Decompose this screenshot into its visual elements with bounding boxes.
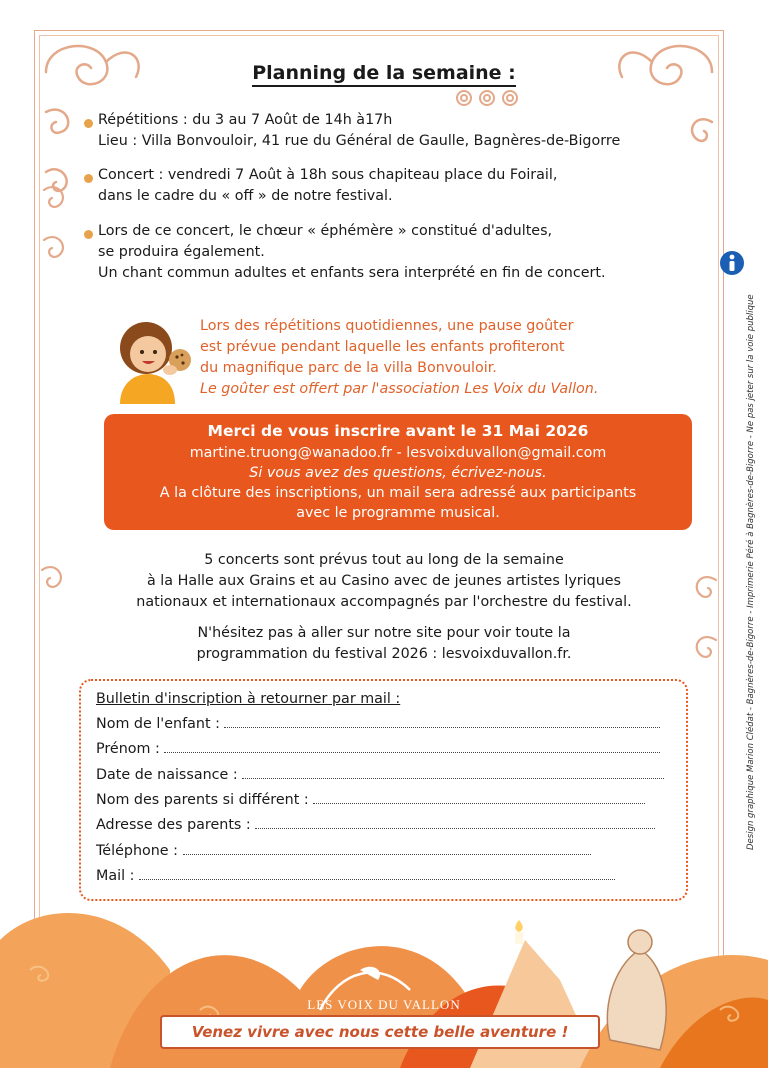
bullet-dot	[84, 119, 93, 128]
side-credit-text: Design graphique Marion Clédat - Bagnères-de-Bigorre - Imprimerie Péré à Bagnères-de-Bigorre - Ne pas jeter sur la voie publique	[746, 294, 756, 850]
bullet-rehearsals: Répétitions : du 3 au 7 Août de 14h à17h Lieu : Villa Bonvouloir, 41 rue du Général de Gaulle, Bagnères-de-Bigorre	[98, 112, 621, 149]
info-icon	[719, 250, 745, 276]
bullet-dot	[84, 230, 93, 239]
form-field-mail[interactable]: Mail :	[96, 866, 615, 886]
bullet-choir: Lors de ce concert, le chœur « éphémère » constitué d'adultes, se produira également. Un chant commun adultes et enfants sera interprété en fin de concert.	[98, 223, 606, 281]
form-title: Bulletin d'inscription à retourner par mail :	[96, 691, 401, 707]
form-field-parents-name[interactable]: Nom des parents si différent :	[96, 790, 645, 810]
corner-swirl-top-right	[600, 32, 722, 182]
registration-box	[104, 414, 692, 530]
website-paragraph: N'hésitez pas à aller sur notre site pour voir toute la programmation du festival 2026 : lesvoixduvallon.fr.	[196, 625, 572, 662]
form-field-phone[interactable]: Téléphone :	[96, 841, 591, 861]
logo-text: LES VOIX DU VALLON	[307, 997, 461, 1012]
page-title: Planning de la semaine :	[0, 62, 768, 84]
registration-questions: Si vous avez des questions, écrivez-nous.	[249, 465, 547, 481]
bullet-concert: Concert : vendredi 7 Août à 18h sous chapiteau place du Foirail, dans le cadre du « off » de notre festival.	[98, 167, 558, 204]
side-swirls-left	[36, 170, 76, 590]
registration-heading: Merci de vous inscrire avant le 31 Mai 2026	[207, 422, 589, 440]
registration-closing-2: avec le programme musical.	[296, 505, 500, 521]
bullet-dot	[84, 174, 93, 183]
registration-emails[interactable]: martine.truong@wanadoo.fr - lesvoixduvallon@gmail.com	[189, 445, 607, 461]
form-field-child-name[interactable]: Nom de l'enfant :	[96, 714, 660, 734]
title-swirl	[452, 84, 522, 112]
bottom-banner: Venez vivre avec nous cette belle aventure !	[160, 1015, 600, 1049]
registration-closing-1: A la clôture des inscriptions, un mail sera adressé aux participants	[159, 485, 637, 501]
snack-text: Lors des répétitions quotidiennes, une pause goûter est prévue pendant laquelle les enfants profiteront du magnifique parc de la villa Bonvouloir. Le goûter est offert par l'association Les Voix du Vallon.	[200, 318, 599, 397]
concerts-paragraph: 5 concerts sont prévus tout au long de la semaine à la Halle aux Grains et au Casino avec de jeunes artistes lyriques nationaux et internationaux accompagnés par l'orchestre du festival.	[136, 552, 632, 610]
form-field-first-name[interactable]: Prénom :	[96, 739, 660, 759]
child-with-cookie-illustration	[100, 308, 200, 404]
form-field-parents-address[interactable]: Adresse des parents :	[96, 815, 655, 835]
form-field-birth-date[interactable]: Date de naissance :	[96, 765, 664, 785]
